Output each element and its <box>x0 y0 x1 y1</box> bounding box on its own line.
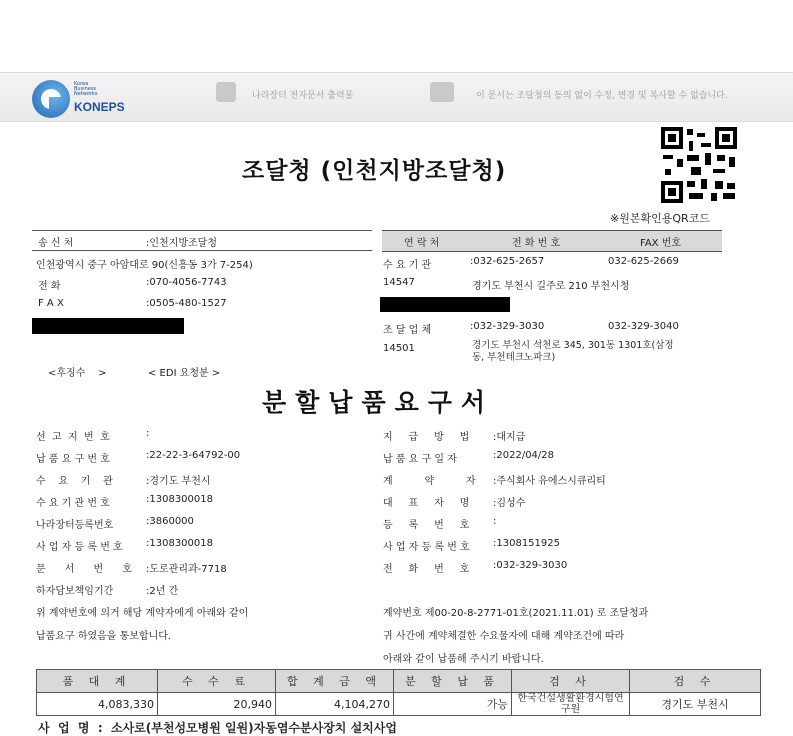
left-field-label: 납 품 요 구 번 호 <box>36 454 110 465</box>
contact-head-label: 연 락 처 <box>404 238 440 249</box>
left-field-value: :경기도 부천시 <box>146 476 211 487</box>
right-field-label: 지 급 방 법 <box>383 432 470 443</box>
document-heading: 분할납품요구서 <box>262 388 495 417</box>
table-cell: 4,083,330 <box>37 693 158 716</box>
left-field-value: :1308300018 <box>146 494 213 505</box>
left-field-value: :2년 간 <box>146 586 179 597</box>
notice-left-line2: 납품요구 하였음을 통보합니다. <box>36 631 172 642</box>
fax-label: F A X <box>38 298 64 309</box>
left-field-label: 문 서 번 호 <box>36 564 132 575</box>
right-field-label: 전 화 번 호 <box>383 564 470 575</box>
redaction-box <box>380 297 510 312</box>
left-field-value: :22-22-3-64792-00 <box>146 450 241 461</box>
right-field-label: 사 업 자 등 록 번 호 <box>383 542 470 553</box>
summary-table <box>36 669 761 716</box>
demand-tel: :032-625-2657 <box>470 256 545 267</box>
sender-value: :인천지방조달청 <box>146 238 217 249</box>
table-cell: 가능 <box>394 693 512 716</box>
demand-zip: 14547 <box>383 277 415 288</box>
table-row <box>37 693 761 716</box>
col-header: 합 계 금 액 <box>276 670 394 693</box>
table-cell: 경기도 부천시 <box>630 693 761 716</box>
left-field-value: : <box>146 428 150 439</box>
col-header: 검 사 <box>512 670 630 693</box>
notice-left-line1: 위 계약번호에 의거 해당 계약자에게 아래와 같이 <box>36 608 249 619</box>
notice-right-line3: 아래와 같이 납품해 주시기 바랍니다. <box>383 654 544 665</box>
right-field-value: :주식회사 유에스시큐리티 <box>493 476 606 487</box>
band-right-text: 이 문서는 조달청의 동의 없이 수정, 변경 및 복사할 수 없습니다. <box>476 91 728 101</box>
left-field-value: :도로관리과-7718 <box>146 564 227 575</box>
qr-code <box>661 127 737 203</box>
supplier-address-line2: 동, 부천테크노파크) <box>472 352 556 363</box>
table-cell: 20,940 <box>158 693 276 716</box>
right-field-label: 등 록 번 호 <box>383 520 470 531</box>
col-header: 수 수 료 <box>158 670 276 693</box>
contact-head-tel: 전 화 번 호 <box>512 238 561 249</box>
sender-address: 인천광역시 중구 아암대로 90(신흥동 3가 7-254) <box>36 260 253 271</box>
right-field-value: :2022/04/28 <box>493 450 555 461</box>
left-field-value: :1308300018 <box>146 538 213 549</box>
right-field-value: :032-329-3030 <box>493 560 568 571</box>
left-field-label: 나라장터등록번호 <box>36 520 114 531</box>
left-field-label: 수 요 기 관 <box>36 476 113 487</box>
left-field-label: 수 요 기 관 번 호 <box>36 498 110 509</box>
table-cell: 4,104,270 <box>276 693 394 716</box>
notice-right-line2: 귀 사간에 계약체결한 수요물자에 대해 계약조건에 따라 <box>383 631 625 642</box>
right-field-value: :1308151925 <box>493 538 560 549</box>
demand-fax: 032-625-2669 <box>608 256 679 267</box>
left-field-label: 선 고 지 번 호 <box>36 432 110 443</box>
table-header-row <box>37 670 761 693</box>
fax-value: :0505-480-1527 <box>146 298 227 309</box>
left-field-label: 하자담보책임기간 <box>36 586 114 597</box>
col-header: 분 할 납 품 <box>394 670 512 693</box>
tag-left: <후징수 > <box>48 368 107 379</box>
tel-label: 전 화 <box>38 281 61 292</box>
col-header: 품 대 계 <box>37 670 158 693</box>
qr-note: ※원본확인용QR코드 <box>610 212 710 225</box>
right-field-label: 납 품 요 구 일 자 <box>383 454 457 465</box>
supplier-address-line1: 경기도 부천시 석천로 345, 301동 1301호(삼정 <box>472 340 674 351</box>
left-field-label: 사 업 자 등 록 번 호 <box>36 542 123 553</box>
col-header: 검 수 <box>630 670 761 693</box>
document-icon <box>216 82 236 102</box>
table-cell: 한국건설생활환경시험연구원 <box>512 693 630 716</box>
right-field-label: 대 표 자 명 <box>383 498 470 509</box>
demand-label: 수 요 기 관 <box>383 260 432 271</box>
left-field-value: :3860000 <box>146 516 194 527</box>
sender-label: 송 신 처 <box>38 238 74 249</box>
right-field-value: :대지급 <box>493 432 526 443</box>
logo-subtitle: Korea Business Networks <box>74 81 98 97</box>
right-field-value: :김성수 <box>493 498 526 509</box>
tel-value: :070-4056-7743 <box>146 277 227 288</box>
notice-right-line1: 계약번호 제00-20-8-2771-01호(2021.11.01) 로 조달청과 <box>383 608 649 619</box>
business-name: 사 업 명 : 소사로(부천성모병원 일원)자동염수분사장치 설치사업 <box>38 721 397 735</box>
koneps-logo-icon <box>32 80 70 118</box>
supplier-label: 조 달 업 체 <box>383 325 432 336</box>
tag-right: < EDI 요청분 > <box>148 368 221 379</box>
contact-head-fax: FAX 번호 <box>640 238 682 249</box>
supplier-tel: :032-329-3030 <box>470 321 545 332</box>
printer-icon <box>430 82 454 102</box>
supplier-zip: 14501 <box>383 343 415 354</box>
band-left-text: 나라장터 전자문서 출력물 <box>252 91 354 101</box>
divider <box>32 230 372 231</box>
divider <box>32 250 372 251</box>
right-field-label: 계 약 자 <box>383 476 476 487</box>
redaction-box <box>32 318 184 334</box>
page-title: 조달청 (인천지방조달청) <box>242 158 507 184</box>
demand-address: 경기도 부천시 길주로 210 부천시청 <box>472 281 630 292</box>
logo-text: KONEPS <box>74 100 125 114</box>
right-field-value: : <box>493 516 497 527</box>
supplier-fax: 032-329-3040 <box>608 321 679 332</box>
